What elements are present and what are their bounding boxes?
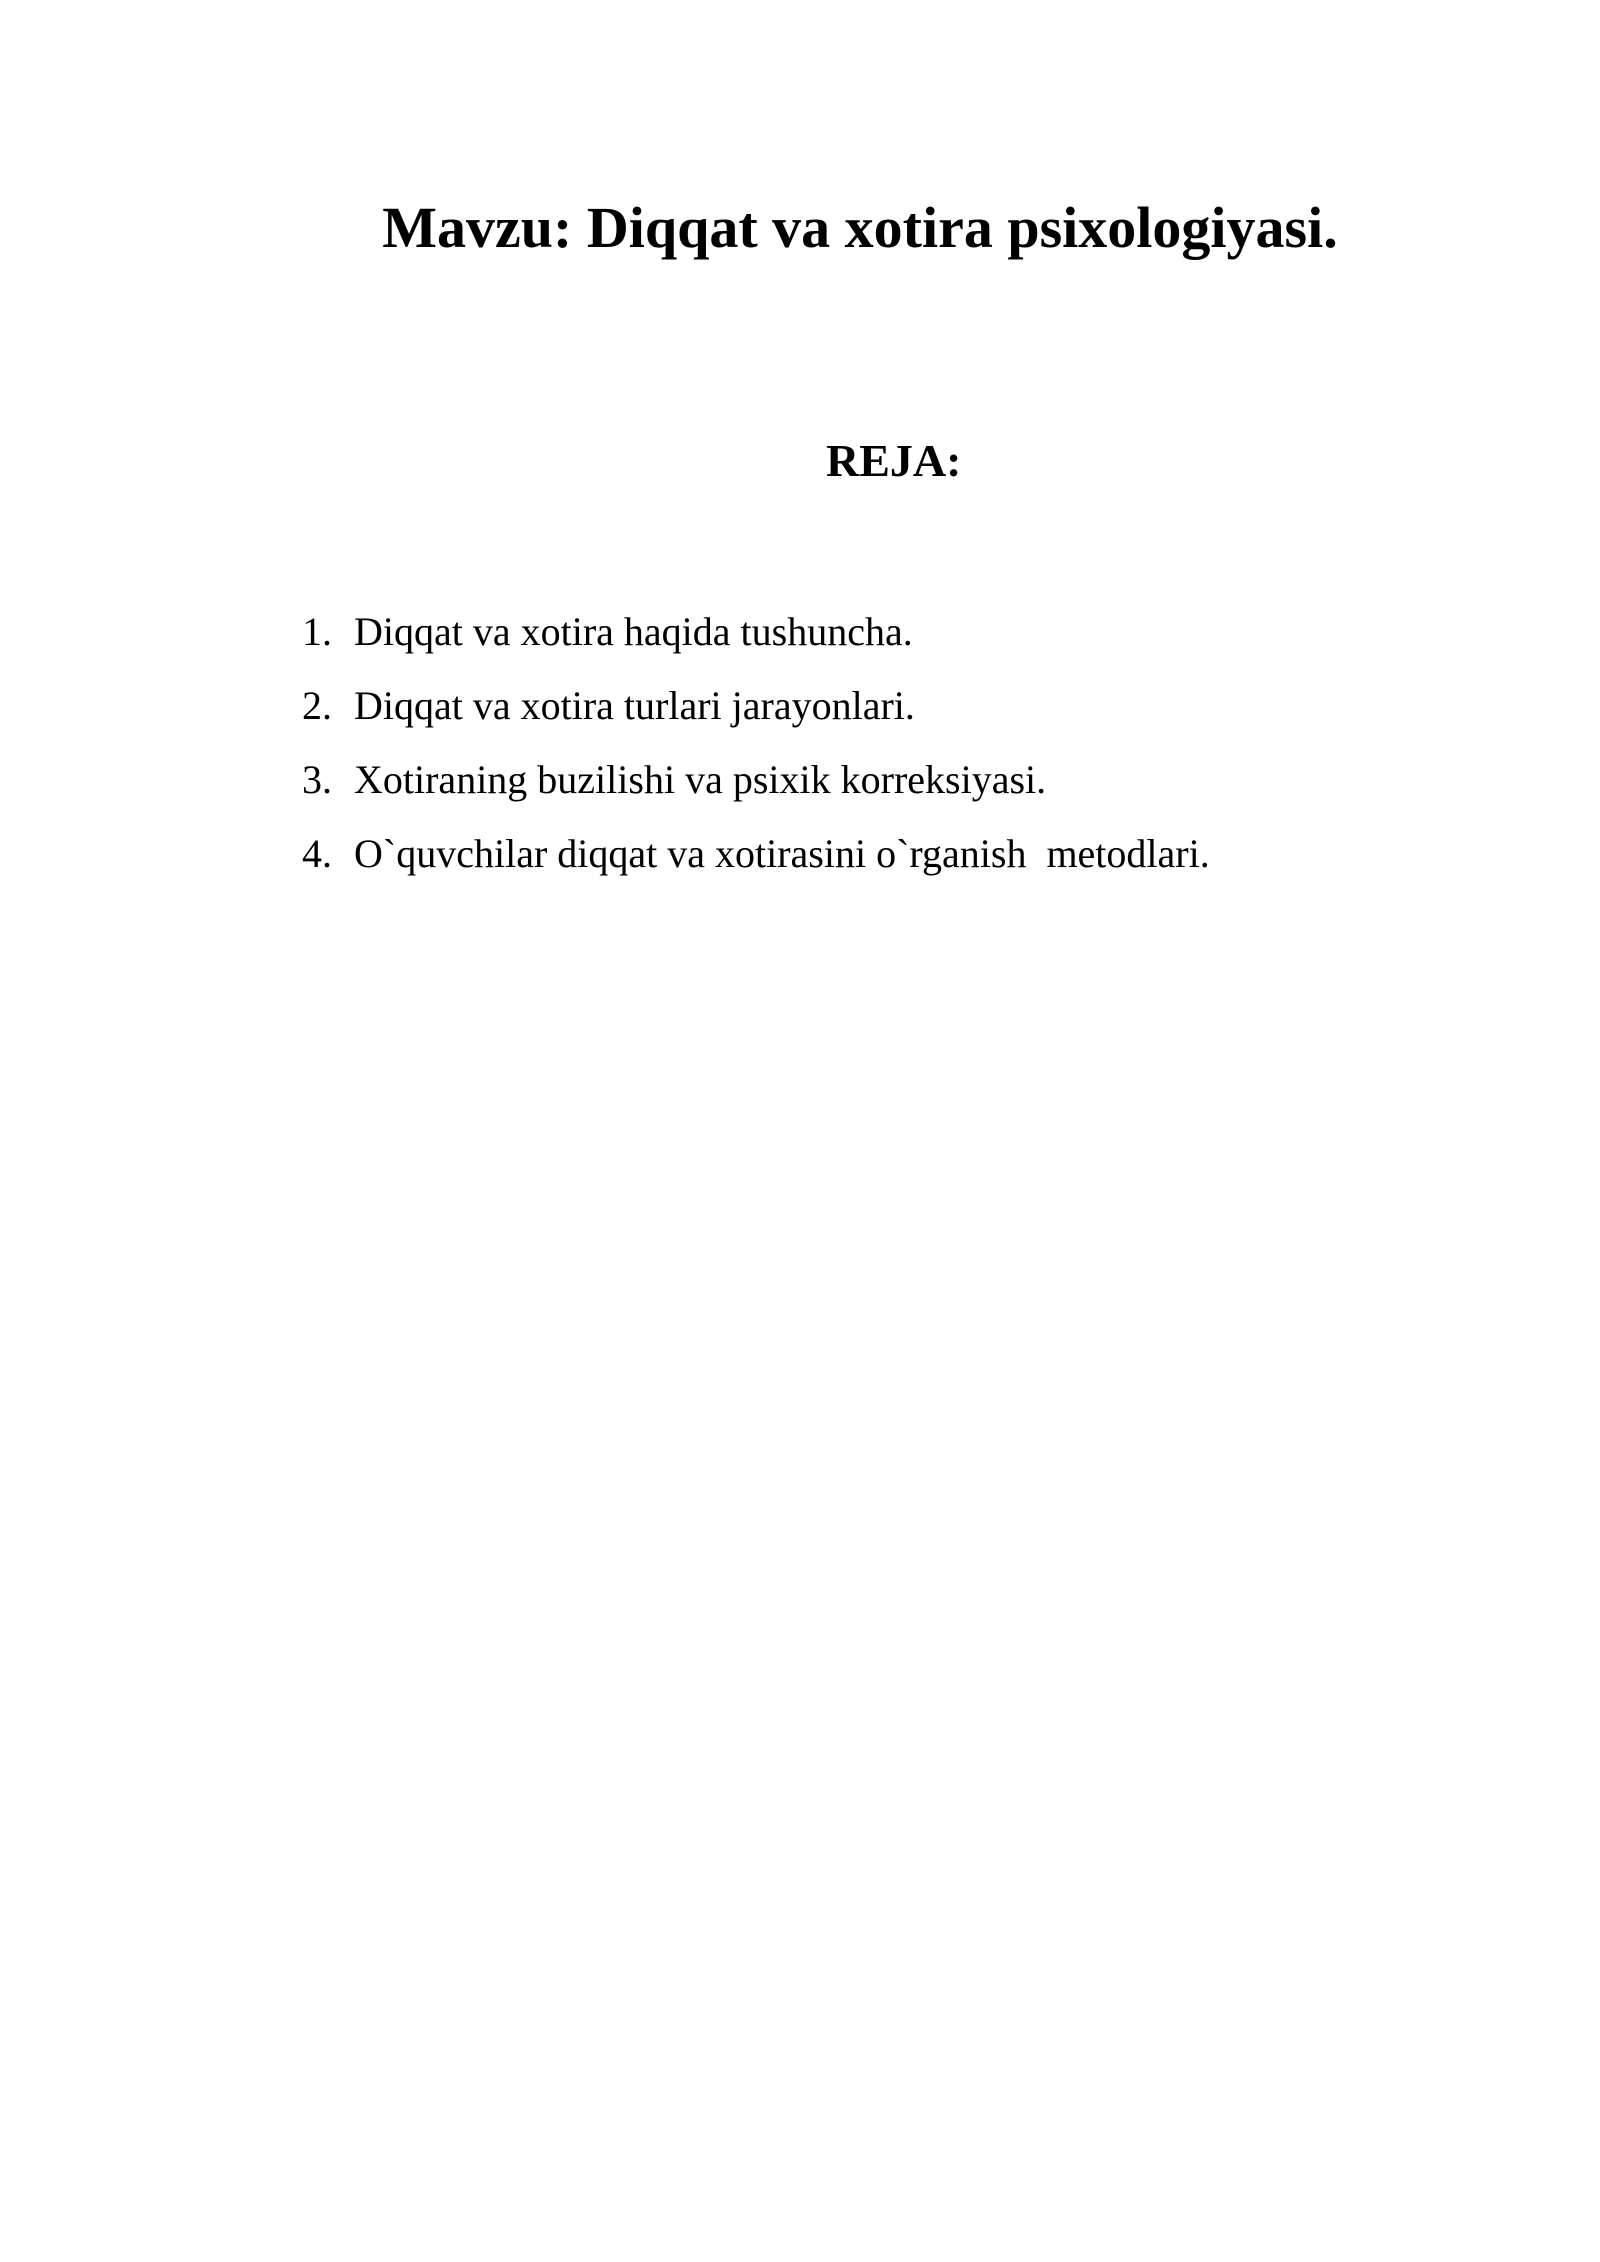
plan-list: [302, 595, 1210, 891]
plan-item-number: 4.: [302, 831, 332, 876]
plan-item-text: O`quvchilar diqqat va xotirasini o`rganish metodlari.: [354, 831, 1210, 876]
plan-item-text: Diqqat va xotira haqida tushuncha.: [354, 609, 913, 654]
plan-item-text: Diqqat va xotira turlari jarayonlari.: [354, 683, 915, 728]
plan-item-number: 1.: [302, 609, 332, 654]
plan-heading: REJA:: [826, 435, 962, 486]
plan-item-number: 2.: [302, 683, 332, 728]
plan-item-1: [302, 595, 1210, 669]
page-title: Mavzu: Diqqat va xotira psixologiyasi.: [382, 194, 1338, 260]
plan-item-text: Xotiraning buzilishi va psixik korreksiyasi.: [354, 757, 1047, 802]
plan-item-number: 3.: [302, 757, 332, 802]
plan-item-4: [302, 817, 1210, 891]
plan-item-2: [302, 669, 1210, 743]
plan-item-3: [302, 743, 1210, 817]
